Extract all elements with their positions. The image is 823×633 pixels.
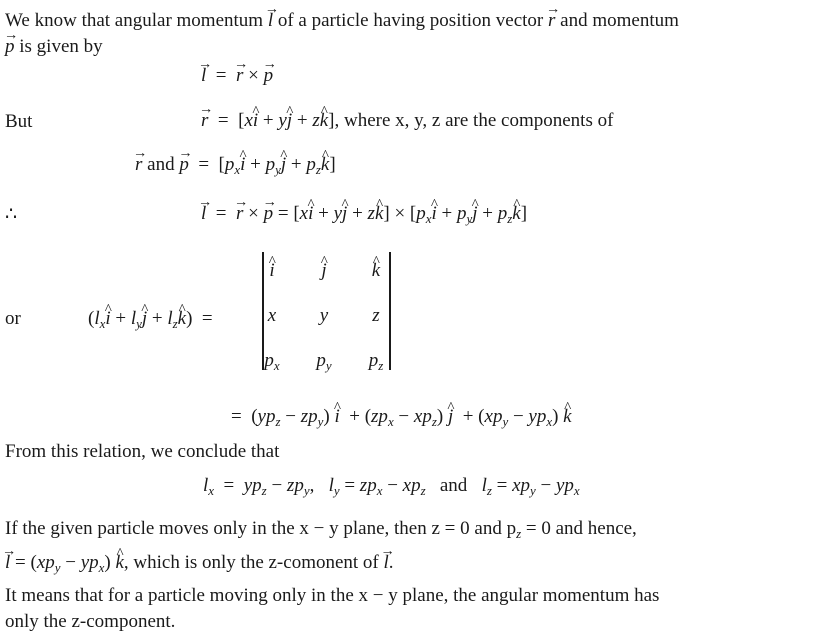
equation-cross-product: → l = → r × → p bbox=[201, 66, 273, 85]
intro-text-a: We know that angular momentum bbox=[5, 10, 264, 31]
equation-expanded-cross: → l = → r × → p = [x^ i + y^ j + z^ $k] \times [p_x\^{}$ $i + p_y\^{}$ $j + p_z\^{}$ k] bbox=[201, 204, 527, 223]
final-line-1: It means that for a particle moving only in the x − y plane, the angular momentum has bbox=[5, 585, 660, 606]
intro-line-2 bbox=[5, 37, 103, 56]
and-between: and bbox=[439, 475, 468, 496]
and-word: and bbox=[147, 154, 175, 175]
equation-position-vector: → r = [x^ i + y^ j + z^ k], where x, y, z are the components of bbox=[201, 111, 613, 130]
equation-determinant-result: = $(yp_z - zp_y)$ ^ $i + (zp_x - xp_z)$ ^ $j + (xp_y - yp_x)$ ^ k bbox=[231, 407, 572, 426]
matrix-cell-py: $p_y$ bbox=[316, 350, 332, 373]
intro-text-b: of a particle having position vector bbox=[277, 10, 544, 31]
intro-text-d: is given by bbox=[19, 36, 103, 57]
equation-components: $l_x = yp_z - zp_y$, $l_y = zp_x - xp_z$ and $l_z = xp_y - yp_x$ bbox=[203, 475, 580, 498]
equation-z-only: → $l = (xp_y - yp_x)$ ^ k, which is only the z-comonent of → l. bbox=[5, 553, 394, 572]
xy-plane-text: If the given particle moves only in the x − y plane, then z = 0 and $p_z = 0$ and hence, bbox=[5, 518, 637, 541]
vector-r: → r bbox=[548, 11, 555, 30]
matrix-cell-x: x bbox=[267, 305, 277, 326]
matrix-cell-y: y bbox=[319, 305, 329, 326]
equation-momentum-vector: → r and → $p = [p_x\^{}$ $i + p_y\^{}$ $j + p_z\^{}$ k] bbox=[135, 155, 336, 174]
therefore-symbol: ∴ bbox=[5, 204, 18, 225]
vector-l: → l bbox=[268, 11, 273, 30]
but-label: But bbox=[5, 111, 33, 132]
where-text: , where x, y, z are the components of bbox=[334, 110, 614, 131]
only-z-text: , which is only the z-comonent of bbox=[123, 552, 379, 573]
intro-text-c: and momentum bbox=[560, 10, 679, 31]
matrix-cell-px: $p_x$ bbox=[264, 350, 280, 373]
matrix-cell-j: ^ j bbox=[304, 261, 344, 280]
vector-p: → p bbox=[5, 37, 15, 56]
final-line-2: only the z-component. bbox=[5, 611, 176, 632]
intro-line bbox=[5, 11, 679, 30]
matrix-cell-k: ^ k bbox=[356, 261, 396, 280]
matrix-cell-pz: $p_z$ bbox=[368, 350, 384, 373]
matrix-cell-i: ^ i bbox=[252, 261, 292, 280]
conclusion-text: From this relation, we conclude that bbox=[5, 441, 280, 462]
or-label: or bbox=[5, 308, 21, 329]
matrix-cell-z: z bbox=[372, 305, 380, 326]
equation-l-components: ($l_x\^{}$ $i + l_y\^{}$ $j + l_z\^{}$ k) = bbox=[88, 309, 213, 328]
